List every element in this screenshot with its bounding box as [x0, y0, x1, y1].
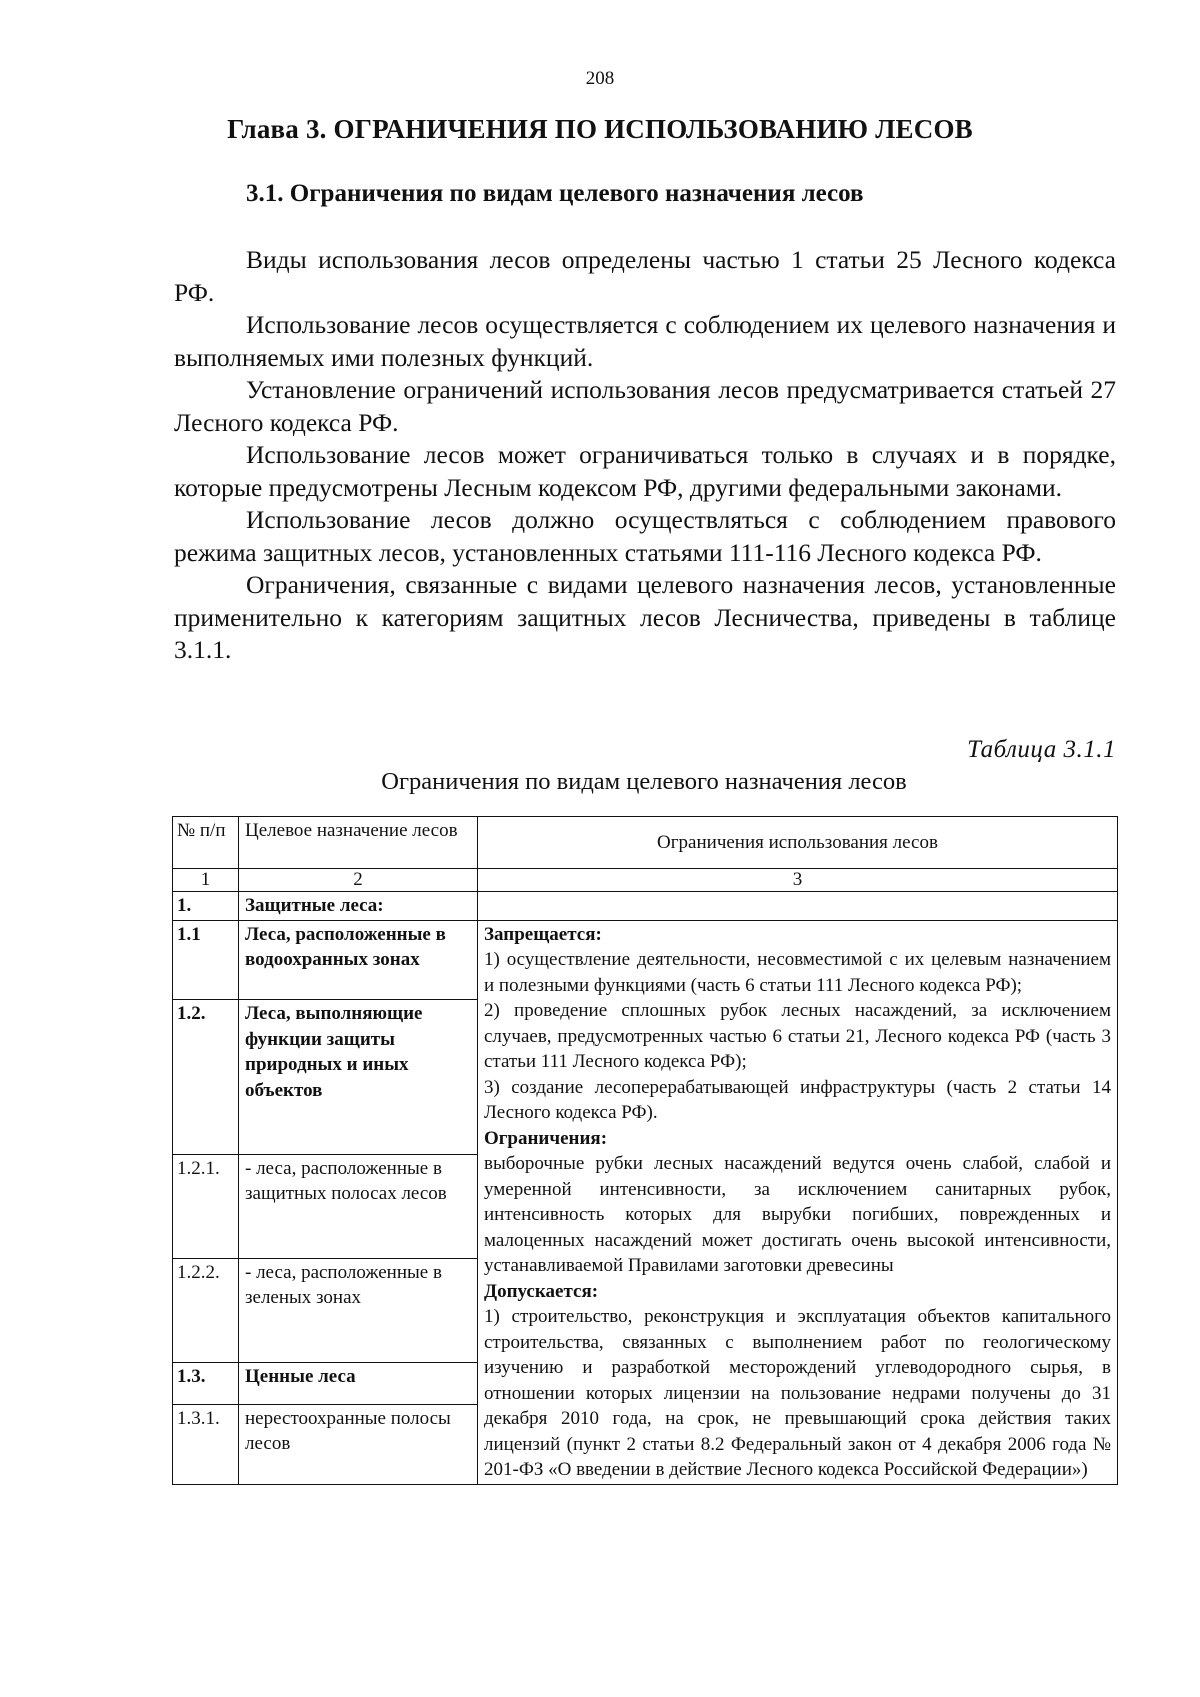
chapter-title: Глава 3. ОГРАНИЧЕНИЯ ПО ИСПОЛЬЗОВАНИЮ ЛЕСОВ — [227, 114, 973, 144]
row-purpose: - леса, расположенные в защитных полосах лесов — [239, 1154, 478, 1258]
restrictions-table — [172, 816, 1118, 1485]
prohibited-item: 1) осуществление деятельности, несовместимой с их целевым назначением и полезными функциями (часть 6 статьи 111 Лесного кодекса РФ); — [484, 949, 1111, 996]
table-reference: Таблица 3.1.1 — [967, 736, 1116, 763]
body-text — [174, 244, 1116, 667]
page-number: 208 — [585, 68, 615, 89]
index-cell: 2 — [239, 869, 478, 892]
row-number: 1.2. — [173, 1000, 239, 1155]
table-row — [173, 892, 1118, 921]
limitations-label: Ограничения: — [484, 1127, 608, 1149]
paragraph: Ограничения, связанные с видами целевого назначения лесов, установленные применительно к категориям защитных лесов Лесничества, приведены в таблице 3.1.1. — [174, 570, 1116, 664]
row-number: 1.3.1. — [173, 1404, 239, 1484]
row-purpose: Леса, расположенные в водоохранных зонах — [239, 920, 478, 1000]
prohibited-label: Запрещается: — [484, 923, 602, 945]
row-purpose: нерестоохранные полосы лесов — [239, 1404, 478, 1484]
row-number: 1.1 — [173, 920, 239, 1000]
index-cell: 3 — [478, 869, 1118, 892]
prohibited-item: 3) создание лесоперерабатывающей инфраструктуры (часть 2 статьи 14 Лесного кодекса РФ). — [484, 1076, 1111, 1123]
empty-cell — [478, 892, 1118, 921]
table-caption: Ограничения по видам целевого назначения лесов — [381, 768, 907, 795]
allowed-item: 1) строительство, реконструкция и эксплуатация объектов капитального строительства, связанных с выполнением работ по геологическому изучению и разработкой месторождений углеводородного сырья, в отношении которых лицензии на пользование недрами получены до 31 декабря 2010 года, на срок, не превышающий срока действия таких лицензий (пункт 2 статьи 8.2 Федеральный закон от 4 декабря 2006 года № 201-ФЗ «О введении в действие Лесного кодекса Российской Федерации») — [484, 1306, 1111, 1480]
table-header-row — [173, 817, 1118, 869]
paragraph: Использование лесов осуществляется с соблюдением их целевого назначения и выполняемых ими полезных функций. — [174, 310, 1116, 372]
index-cell: 1 — [173, 869, 239, 892]
row-purpose: Защитные леса: — [239, 892, 478, 921]
section-title: 3.1. Ограничения по видам целевого назначения лесов — [246, 180, 864, 207]
paragraph: Использование лесов должно осуществляться с соблюдением правового режима защитных лесов, установленных статьями 111-116 Лесного кодекса РФ. — [174, 505, 1116, 567]
row-purpose: - леса, расположенные в зеленых зонах — [239, 1258, 478, 1362]
limitations-text: выборочные рубки лесных насаждений ведутся очень слабой, слабой и умеренной интенсивности, за исключением санитарных рубок, интенсивность которых для вырубки погибших, поврежденных и малоценных насаждений может достигать очень высокой интенсивности, устанавливаемой Правилами заготовки древесины — [484, 1153, 1111, 1276]
table-index-row — [173, 869, 1118, 892]
row-number: 1.2.2. — [173, 1258, 239, 1362]
header-purpose: Целевое назначение лесов — [239, 817, 478, 869]
row-purpose: Леса, выполняющие функции защиты природных и иных объектов — [239, 1000, 478, 1155]
row-number: 1.2.1. — [173, 1154, 239, 1258]
row-number: 1.3. — [173, 1362, 239, 1404]
paragraph: Установление ограничений использования лесов предусматривается статьей 27 Лесного кодекса РФ. — [174, 375, 1116, 437]
table-row — [173, 920, 1118, 1000]
header-restrictions: Ограничения использования лесов — [478, 817, 1118, 869]
row-number: 1. — [173, 892, 239, 921]
paragraph: Виды использования лесов определены частью 1 статьи 25 Лесного кодекса РФ. — [174, 245, 1116, 307]
row-purpose: Ценные леса — [239, 1362, 478, 1404]
restrictions-cell — [478, 920, 1118, 1484]
paragraph: Использование лесов может ограничиваться только в случаях и в порядке, которые предусмотрены Лесным кодексом РФ, другими федеральными законами. — [174, 440, 1116, 502]
allowed-label: Допускается: — [484, 1280, 599, 1302]
prohibited-item: 2) проведение сплошных рубок лесных насаждений, за исключением случаев, предусмотренных частью 6 статьи 21, Лесного кодекса РФ (часть 3 статьи 111 Лесного кодекса РФ); — [484, 1000, 1111, 1072]
header-number: № п/п — [173, 817, 239, 869]
